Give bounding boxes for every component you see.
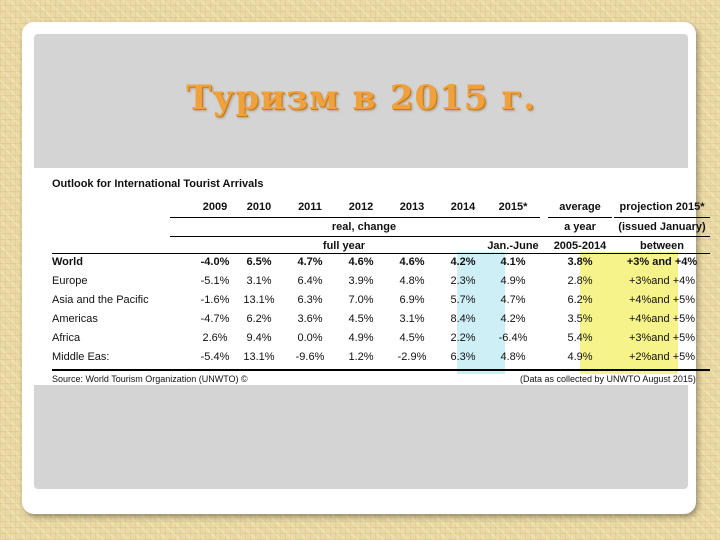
table-cell: 6.2% bbox=[246, 313, 272, 325]
table-bottom-rule bbox=[52, 369, 710, 371]
table-cell: 4.8% bbox=[399, 275, 425, 287]
slide bbox=[22, 22, 706, 514]
table-cell: 4.1% bbox=[500, 256, 526, 268]
table-cell: 2.2% bbox=[450, 332, 476, 344]
header-rule bbox=[614, 217, 710, 218]
average-header: average bbox=[559, 201, 601, 213]
table-cell: 6.9% bbox=[399, 294, 425, 306]
table-cell: 0.0% bbox=[297, 332, 323, 344]
table-cell: 1.2% bbox=[348, 351, 374, 363]
table-cell: 2.8% bbox=[567, 275, 593, 287]
table-cell: 4.9% bbox=[500, 275, 526, 287]
table-cell: 6.3% bbox=[297, 294, 323, 306]
projection-subheader: (issued January) bbox=[618, 221, 706, 233]
header-rule bbox=[548, 217, 612, 218]
year-header: 2010 bbox=[246, 201, 272, 213]
table-cell: 4.5% bbox=[399, 332, 425, 344]
table-cell: 4.9% bbox=[567, 351, 593, 363]
table-cell: +2%and +5% bbox=[628, 351, 696, 363]
table-cell: -5.4% bbox=[200, 351, 230, 363]
average-subheader: a year bbox=[564, 221, 596, 233]
table-cell: 9.4% bbox=[246, 332, 272, 344]
table-cell: 5.7% bbox=[450, 294, 476, 306]
table-cell: 3.9% bbox=[348, 275, 374, 287]
tourist-arrivals-table bbox=[34, 168, 706, 385]
year-header: 2013 bbox=[399, 201, 425, 213]
table-cell: -5.1% bbox=[200, 275, 230, 287]
year-header: 2009 bbox=[202, 201, 228, 213]
table-cell: +4%and +5% bbox=[628, 313, 696, 325]
table-cell: +3%and +4% bbox=[628, 275, 696, 287]
table-cell: 2.6% bbox=[202, 332, 228, 344]
row-region-label: Middle Eas: bbox=[52, 351, 110, 363]
source-note: Source: World Tourism Organization (UNWTO) © bbox=[52, 374, 248, 384]
header-rule bbox=[170, 236, 710, 237]
table-cell: +3% and +4% bbox=[626, 256, 698, 268]
table-cell: 3.8% bbox=[567, 256, 593, 268]
header-rule bbox=[170, 217, 540, 218]
row-region-label: Europe bbox=[52, 275, 88, 287]
table-cell: 7.0% bbox=[348, 294, 374, 306]
year-header: 2014 bbox=[450, 201, 476, 213]
table-cell: -4.7% bbox=[200, 313, 230, 325]
table-cell: 3.5% bbox=[567, 313, 593, 325]
between-label: between bbox=[639, 240, 684, 252]
row-region-label: Americas bbox=[52, 313, 98, 325]
period-label: 2005-2014 bbox=[553, 240, 607, 252]
table-cell: 4.7% bbox=[297, 256, 323, 268]
data-collection-note: (Data as collected by UNWTO August 2015) bbox=[520, 374, 696, 384]
table-cell: 3.6% bbox=[297, 313, 323, 325]
table-cell: 4.2% bbox=[500, 313, 526, 325]
table-cell: 5.4% bbox=[567, 332, 593, 344]
table-cell: 6.2% bbox=[567, 294, 593, 306]
table-cell: 4.9% bbox=[348, 332, 374, 344]
year-header: 2012 bbox=[348, 201, 374, 213]
table-cell: 4.6% bbox=[399, 256, 425, 268]
table-cell: -9.6% bbox=[295, 351, 325, 363]
table-cell: 2.3% bbox=[450, 275, 476, 287]
year-header: 2015* bbox=[498, 201, 528, 213]
table-cell: 4.2% bbox=[450, 256, 476, 268]
full-year-label: full year bbox=[322, 240, 366, 252]
table-cell: 6.3% bbox=[450, 351, 476, 363]
table-cell: 6.5% bbox=[246, 256, 272, 268]
table-cell: 4.7% bbox=[500, 294, 526, 306]
row-region-label: Africa bbox=[52, 332, 81, 344]
table-cell: +3%and +5% bbox=[628, 332, 696, 344]
row-region-label: Asia and the Pacific bbox=[52, 294, 149, 306]
row-region-label: World bbox=[52, 256, 83, 268]
projection-header: projection 2015* bbox=[619, 201, 705, 213]
table-cell: -4.0% bbox=[200, 256, 230, 268]
table-cell: -1.6% bbox=[200, 294, 230, 306]
real-change-label: real, change bbox=[331, 221, 397, 233]
table-caption: Outlook for International Tourist Arrivals bbox=[52, 178, 264, 190]
table-cell: 4.5% bbox=[348, 313, 374, 325]
table-cell: -6.4% bbox=[498, 332, 528, 344]
table-cell: 13.1% bbox=[243, 294, 275, 306]
table-cell: -2.9% bbox=[397, 351, 427, 363]
year-header: 2011 bbox=[298, 201, 322, 213]
table-cell: 4.6% bbox=[348, 256, 374, 268]
table-cell: 3.1% bbox=[399, 313, 425, 325]
table-cell: 6.4% bbox=[297, 275, 323, 287]
jan-june-label: Jan.-June bbox=[487, 240, 539, 252]
slide-content-panel bbox=[34, 34, 706, 489]
table-cell: +4%and +5% bbox=[628, 294, 696, 306]
slide-title: Туризм в 2015 г. bbox=[186, 78, 536, 118]
table-cell: 3.1% bbox=[246, 275, 272, 287]
header-bottom-rule bbox=[52, 253, 710, 254]
table-cell: 8.4% bbox=[450, 313, 476, 325]
table-cell: 13.1% bbox=[243, 351, 275, 363]
table-cell: 4.8% bbox=[500, 351, 526, 363]
